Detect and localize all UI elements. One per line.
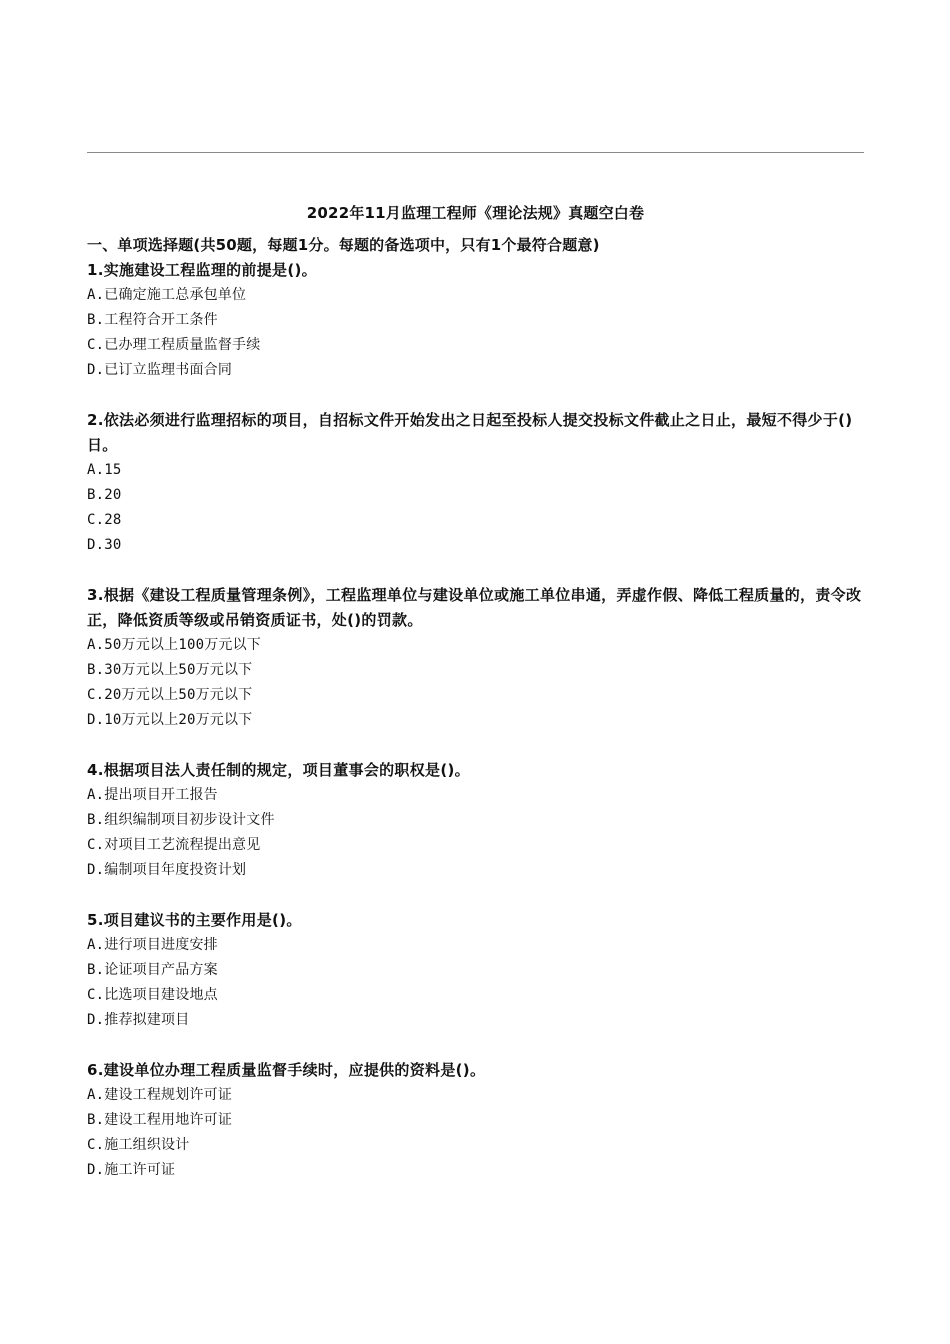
option-a: A.50万元以上100万元以下 [87, 637, 262, 653]
question-stem: 2.依法必须进行监理招标的项目，自招标文件开始发出之日起至投标人提交投标文件截止之日止，最短不得少于()日。 [87, 411, 853, 454]
section-heading: 一、单项选择题(共50题，每题1分。每题的备选项中，只有1个最符合题意) [87, 236, 600, 254]
option-c: C.施工组织设计 [87, 1137, 190, 1153]
question-1 [87, 258, 864, 383]
option-c: C.比选项目建设地点 [87, 987, 218, 1003]
option-c: C.已办理工程质量监督手续 [87, 337, 261, 353]
question-4 [87, 758, 864, 883]
question-stem: 3.根据《建设工程质量管理条例》，工程监理单位与建设单位或施工单位串通，弄虚作假、降低工程质量的，责令改正，降低资质等级或吊销资质证书，处()的罚款。 [87, 586, 862, 629]
question-5 [87, 908, 864, 1033]
option-b: B.组织编制项目初步设计文件 [87, 812, 275, 828]
option-d: D.30 [87, 537, 122, 553]
option-a: A.提出项目开工报告 [87, 787, 218, 803]
option-c: C.对项目工艺流程提出意见 [87, 837, 261, 853]
option-a: A.进行项目进度安排 [87, 937, 218, 953]
question-stem: 1.实施建设工程监理的前提是()。 [87, 261, 317, 279]
option-d: D.编制项目年度投资计划 [87, 862, 247, 878]
question-stem: 6.建设单位办理工程质量监督手续时，应提供的资料是()。 [87, 1061, 486, 1079]
question-stem: 4.根据项目法人责任制的规定，项目董事会的职权是()。 [87, 761, 470, 779]
option-b: B.工程符合开工条件 [87, 312, 218, 328]
option-b: B.论证项目产品方案 [87, 962, 218, 978]
option-a: A.建设工程规划许可证 [87, 1087, 233, 1103]
header-divider [87, 152, 864, 153]
option-b: B.30万元以上50万元以下 [87, 662, 253, 678]
option-a: A.已确定施工总承包单位 [87, 287, 247, 303]
option-a: A.15 [87, 462, 122, 478]
document-title: 2022年11月监理工程师《理论法规》真题空白卷 [306, 204, 645, 222]
question-stem: 5.项目建议书的主要作用是()。 [87, 911, 302, 929]
option-c: C.28 [87, 512, 122, 528]
option-b: B.建设工程用地许可证 [87, 1112, 233, 1128]
option-d: D.10万元以上20万元以下 [87, 712, 253, 728]
question-3 [87, 583, 864, 733]
question-2 [87, 408, 864, 558]
option-c: C.20万元以上50万元以下 [87, 687, 253, 703]
option-b: B.20 [87, 487, 122, 503]
option-d: D.已订立监理书面合同 [87, 362, 233, 378]
option-d: D.施工许可证 [87, 1162, 176, 1178]
document-body [87, 233, 864, 1183]
question-6 [87, 1058, 864, 1183]
option-d: D.推荐拟建项目 [87, 1012, 190, 1028]
